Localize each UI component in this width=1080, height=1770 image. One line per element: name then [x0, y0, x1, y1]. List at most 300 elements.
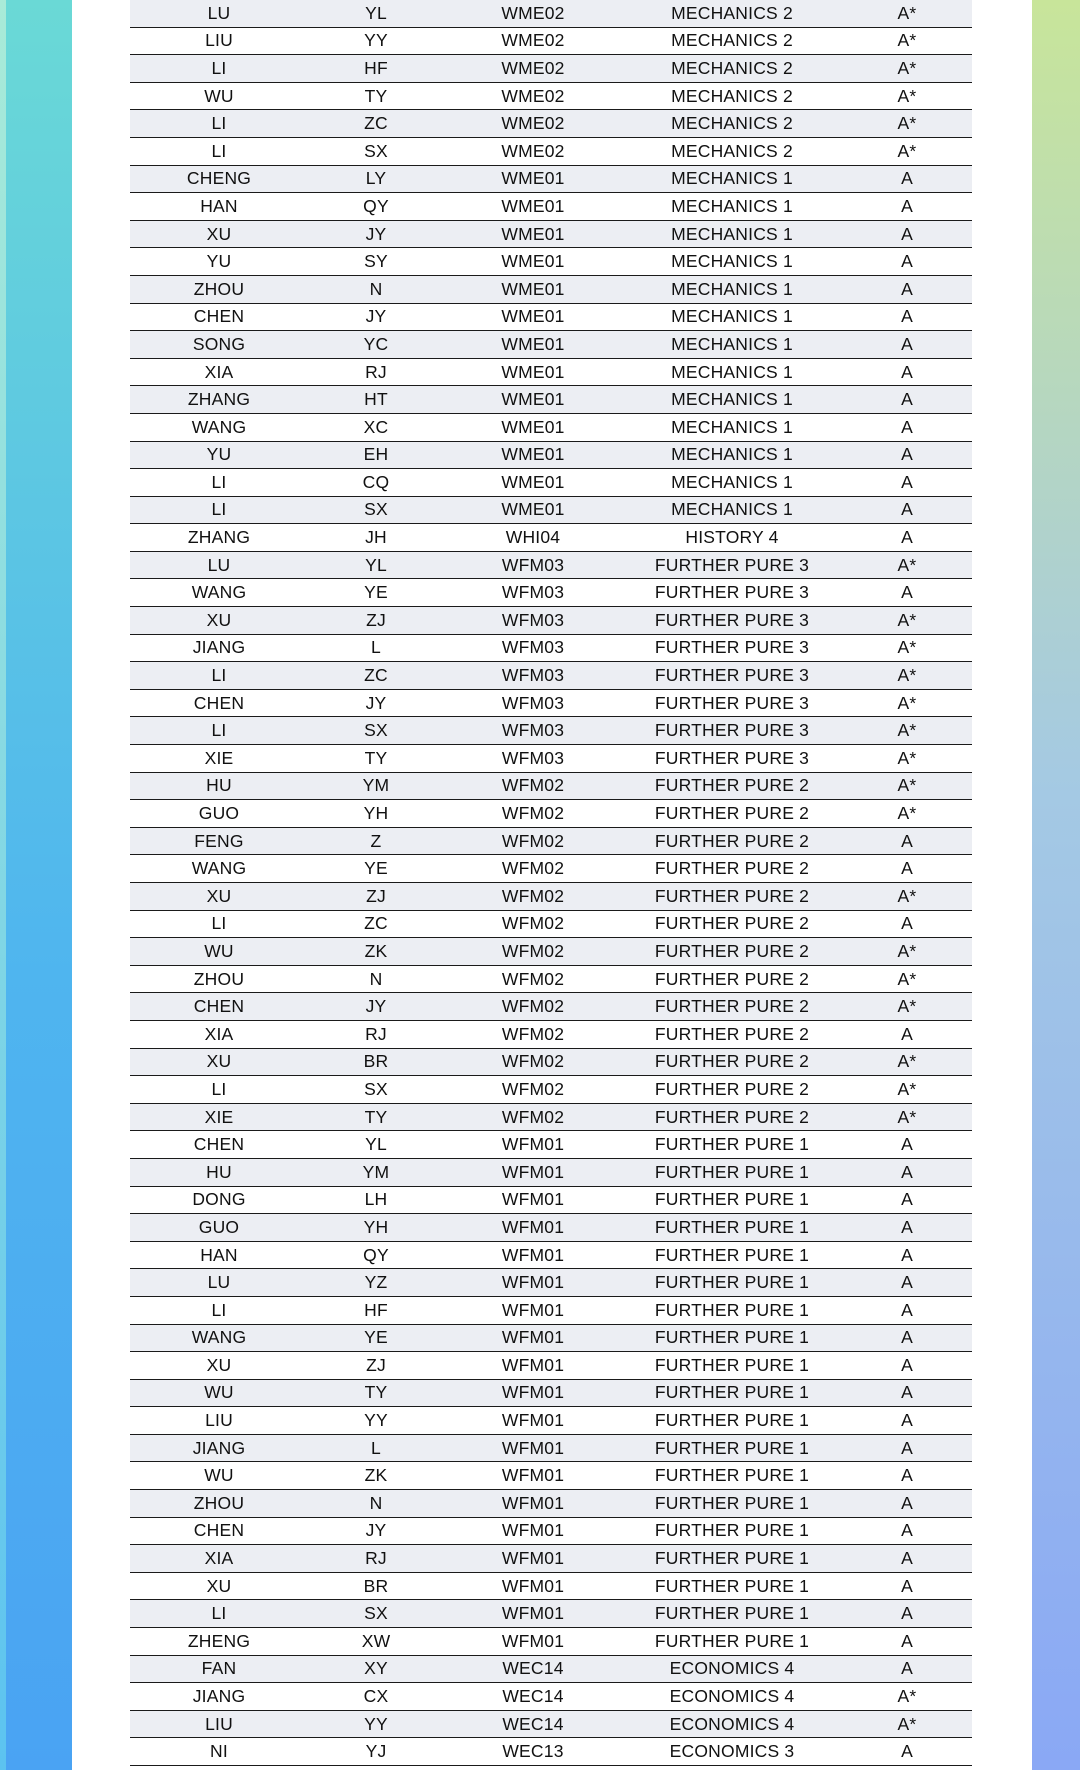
surname-cell: CHEN	[130, 689, 308, 717]
table-row	[130, 800, 972, 828]
table-row	[130, 1352, 972, 1380]
table-row	[130, 1214, 972, 1242]
unit-code-cell: WFM01	[444, 1572, 622, 1600]
initials-cell: YM	[308, 772, 444, 800]
surname-cell: WU	[130, 938, 308, 966]
surname-cell: YU	[130, 441, 308, 469]
table-row	[130, 469, 972, 497]
grade-cell: A*	[842, 634, 972, 662]
grade-cell: A*	[842, 1683, 972, 1711]
unit-code-cell: WME01	[444, 275, 622, 303]
initials-cell: YY	[308, 27, 444, 55]
unit-title-cell: MECHANICS 2	[622, 27, 842, 55]
unit-title-cell: FURTHER PURE 1	[622, 1352, 842, 1380]
unit-code-cell: WFM01	[444, 1186, 622, 1214]
surname-cell: LU	[130, 0, 308, 27]
unit-code-cell: WFM02	[444, 993, 622, 1021]
grade-cell: A	[842, 1600, 972, 1628]
grade-cell: A*	[842, 607, 972, 635]
unit-title-cell: MECHANICS 2	[622, 137, 842, 165]
surname-cell: LI	[130, 662, 308, 690]
surname-cell: WANG	[130, 579, 308, 607]
grade-cell: A*	[842, 1076, 972, 1104]
initials-cell: TY	[308, 1103, 444, 1131]
unit-title-cell: FURTHER PURE 1	[622, 1462, 842, 1490]
surname-cell: ZHANG	[130, 386, 308, 414]
table-row	[130, 1655, 972, 1683]
table-row	[130, 496, 972, 524]
table-row	[130, 993, 972, 1021]
initials-cell: YL	[308, 1131, 444, 1159]
table-row	[130, 717, 972, 745]
unit-code-cell: WME01	[444, 358, 622, 386]
unit-title-cell: MECHANICS 2	[622, 110, 842, 138]
grade-cell: A	[842, 1379, 972, 1407]
initials-cell: YJ	[308, 1738, 444, 1766]
initials-cell: ZK	[308, 1462, 444, 1490]
unit-code-cell: WFM01	[444, 1269, 622, 1297]
unit-code-cell: WFM02	[444, 827, 622, 855]
initials-cell: JY	[308, 1517, 444, 1545]
surname-cell: WANG	[130, 855, 308, 883]
grade-cell: A	[842, 275, 972, 303]
grade-cell: A	[842, 1020, 972, 1048]
surname-cell: WU	[130, 82, 308, 110]
unit-title-cell: FURTHER PURE 3	[622, 579, 842, 607]
unit-code-cell: WFM03	[444, 634, 622, 662]
initials-cell: RJ	[308, 358, 444, 386]
table-row	[130, 358, 972, 386]
unit-title-cell: FURTHER PURE 1	[622, 1600, 842, 1628]
surname-cell: XU	[130, 1352, 308, 1380]
surname-cell: CHEN	[130, 993, 308, 1021]
initials-cell: YE	[308, 1324, 444, 1352]
initials-cell: YZ	[308, 1269, 444, 1297]
unit-title-cell: FURTHER PURE 1	[622, 1214, 842, 1242]
unit-title-cell: FURTHER PURE 1	[622, 1628, 842, 1656]
surname-cell: CHENG	[130, 165, 308, 193]
grade-cell: A*	[842, 1048, 972, 1076]
unit-code-cell: WME01	[444, 220, 622, 248]
surname-cell: XIA	[130, 1545, 308, 1573]
table-row	[130, 524, 972, 552]
table-row	[130, 689, 972, 717]
grade-cell: A	[842, 165, 972, 193]
table-row	[130, 1683, 972, 1711]
unit-code-cell: WME02	[444, 55, 622, 83]
grade-cell: A	[842, 1462, 972, 1490]
grade-cell: A*	[842, 717, 972, 745]
unit-code-cell: WFM02	[444, 855, 622, 883]
table-row	[130, 193, 972, 221]
surname-cell: LI	[130, 910, 308, 938]
table-row	[130, 1020, 972, 1048]
background-left-edge	[0, 0, 6, 1770]
unit-code-cell: WEC14	[444, 1683, 622, 1711]
results-page	[72, 0, 1032, 1770]
unit-title-cell: MECHANICS 1	[622, 469, 842, 497]
grade-cell: A	[842, 386, 972, 414]
unit-title-cell: FURTHER PURE 2	[622, 1048, 842, 1076]
grade-cell: A	[842, 1214, 972, 1242]
grade-cell: A	[842, 1296, 972, 1324]
surname-cell: HAN	[130, 193, 308, 221]
table-row	[130, 1490, 972, 1518]
unit-code-cell: WEC14	[444, 1710, 622, 1738]
unit-code-cell: WFM02	[444, 1103, 622, 1131]
unit-title-cell: MECHANICS 1	[622, 165, 842, 193]
unit-title-cell: FURTHER PURE 2	[622, 1103, 842, 1131]
grade-cell: A	[842, 1158, 972, 1186]
table-row	[130, 1738, 972, 1766]
grade-cell: A	[842, 524, 972, 552]
initials-cell: YC	[308, 331, 444, 359]
initials-cell: TY	[308, 745, 444, 773]
unit-title-cell: MECHANICS 1	[622, 193, 842, 221]
grade-cell: A	[842, 1352, 972, 1380]
unit-code-cell: WFM01	[444, 1490, 622, 1518]
initials-cell: SX	[308, 1076, 444, 1104]
initials-cell: ZJ	[308, 883, 444, 911]
unit-title-cell: MECHANICS 2	[622, 0, 842, 27]
surname-cell: LI	[130, 137, 308, 165]
unit-title-cell: ECONOMICS 4	[622, 1655, 842, 1683]
surname-cell: WU	[130, 1379, 308, 1407]
surname-cell: LI	[130, 110, 308, 138]
table-row	[130, 1296, 972, 1324]
unit-code-cell: WFM01	[444, 1545, 622, 1573]
unit-code-cell: WFM02	[444, 1048, 622, 1076]
unit-code-cell: WFM02	[444, 1076, 622, 1104]
unit-title-cell: FURTHER PURE 3	[622, 689, 842, 717]
grade-cell: A*	[842, 82, 972, 110]
unit-code-cell: WME02	[444, 110, 622, 138]
initials-cell: N	[308, 275, 444, 303]
surname-cell: LI	[130, 1296, 308, 1324]
unit-title-cell: ECONOMICS 3	[622, 1738, 842, 1766]
table-row	[130, 551, 972, 579]
grade-cell: A*	[842, 1103, 972, 1131]
table-row	[130, 0, 972, 27]
initials-cell: QY	[308, 1241, 444, 1269]
unit-code-cell: WFM01	[444, 1628, 622, 1656]
initials-cell: YE	[308, 855, 444, 883]
unit-title-cell: MECHANICS 1	[622, 275, 842, 303]
table-row	[130, 1379, 972, 1407]
initials-cell: JY	[308, 689, 444, 717]
unit-title-cell: FURTHER PURE 3	[622, 717, 842, 745]
unit-title-cell: FURTHER PURE 2	[622, 965, 842, 993]
unit-title-cell: FURTHER PURE 1	[622, 1186, 842, 1214]
initials-cell: ZC	[308, 662, 444, 690]
unit-code-cell: WFM02	[444, 965, 622, 993]
table-row	[130, 248, 972, 276]
unit-code-cell: WFM03	[444, 745, 622, 773]
table-row	[130, 883, 972, 911]
unit-code-cell: WFM01	[444, 1214, 622, 1242]
surname-cell: FAN	[130, 1655, 308, 1683]
grade-cell: A	[842, 1545, 972, 1573]
unit-code-cell: WME01	[444, 496, 622, 524]
grade-cell: A	[842, 1490, 972, 1518]
initials-cell: LH	[308, 1186, 444, 1214]
unit-title-cell: FURTHER PURE 3	[622, 607, 842, 635]
results-table-body	[130, 0, 972, 1766]
grade-cell: A*	[842, 745, 972, 773]
unit-code-cell: WME02	[444, 0, 622, 27]
table-row	[130, 165, 972, 193]
surname-cell: FENG	[130, 827, 308, 855]
grade-cell: A*	[842, 800, 972, 828]
unit-code-cell: WME02	[444, 82, 622, 110]
initials-cell: CQ	[308, 469, 444, 497]
surname-cell: XIE	[130, 745, 308, 773]
unit-code-cell: WFM03	[444, 662, 622, 690]
surname-cell: CHEN	[130, 1131, 308, 1159]
initials-cell: ZJ	[308, 607, 444, 635]
table-row	[130, 1517, 972, 1545]
grade-cell: A	[842, 1186, 972, 1214]
initials-cell: QY	[308, 193, 444, 221]
table-row	[130, 386, 972, 414]
initials-cell: YH	[308, 1214, 444, 1242]
grade-cell: A	[842, 1655, 972, 1683]
initials-cell: YE	[308, 579, 444, 607]
initials-cell: BR	[308, 1048, 444, 1076]
initials-cell: L	[308, 634, 444, 662]
surname-cell: WANG	[130, 413, 308, 441]
unit-title-cell: MECHANICS 1	[622, 358, 842, 386]
table-row	[130, 331, 972, 359]
surname-cell: XU	[130, 1048, 308, 1076]
grade-cell: A	[842, 303, 972, 331]
initials-cell: BR	[308, 1572, 444, 1600]
surname-cell: JIANG	[130, 1434, 308, 1462]
table-row	[130, 1628, 972, 1656]
grade-cell: A	[842, 1628, 972, 1656]
unit-title-cell: FURTHER PURE 2	[622, 883, 842, 911]
table-row	[130, 82, 972, 110]
table-row	[130, 662, 972, 690]
unit-code-cell: WME01	[444, 331, 622, 359]
unit-code-cell: WME01	[444, 248, 622, 276]
initials-cell: SX	[308, 496, 444, 524]
surname-cell: ZHOU	[130, 275, 308, 303]
unit-code-cell: WFM01	[444, 1158, 622, 1186]
grade-cell: A	[842, 855, 972, 883]
grade-cell: A*	[842, 965, 972, 993]
surname-cell: DONG	[130, 1186, 308, 1214]
grade-cell: A	[842, 496, 972, 524]
grade-cell: A*	[842, 938, 972, 966]
table-row	[130, 110, 972, 138]
table-row	[130, 1186, 972, 1214]
unit-code-cell: WME02	[444, 27, 622, 55]
table-row	[130, 1103, 972, 1131]
grade-cell: A*	[842, 993, 972, 1021]
surname-cell: JIANG	[130, 1683, 308, 1711]
initials-cell: N	[308, 1490, 444, 1518]
grade-cell: A	[842, 469, 972, 497]
table-row	[130, 634, 972, 662]
unit-title-cell: FURTHER PURE 2	[622, 772, 842, 800]
unit-title-cell: ECONOMICS 4	[622, 1710, 842, 1738]
unit-title-cell: FURTHER PURE 1	[622, 1379, 842, 1407]
grade-cell: A	[842, 1517, 972, 1545]
unit-code-cell: WFM01	[444, 1434, 622, 1462]
grade-cell: A*	[842, 772, 972, 800]
initials-cell: YH	[308, 800, 444, 828]
unit-code-cell: WFM02	[444, 800, 622, 828]
unit-title-cell: FURTHER PURE 1	[622, 1407, 842, 1435]
grade-cell: A	[842, 579, 972, 607]
surname-cell: CHEN	[130, 303, 308, 331]
unit-title-cell: FURTHER PURE 2	[622, 800, 842, 828]
grade-cell: A*	[842, 883, 972, 911]
table-row	[130, 1407, 972, 1435]
table-row	[130, 1710, 972, 1738]
unit-title-cell: FURTHER PURE 1	[622, 1490, 842, 1518]
surname-cell: ZHENG	[130, 1628, 308, 1656]
unit-title-cell: HISTORY 4	[622, 524, 842, 552]
table-row	[130, 1462, 972, 1490]
initials-cell: XY	[308, 1655, 444, 1683]
surname-cell: LIU	[130, 1407, 308, 1435]
surname-cell: WANG	[130, 1324, 308, 1352]
grade-cell: A*	[842, 551, 972, 579]
table-row	[130, 27, 972, 55]
table-row	[130, 303, 972, 331]
grade-cell: A	[842, 1324, 972, 1352]
grade-cell: A	[842, 248, 972, 276]
unit-title-cell: FURTHER PURE 1	[622, 1572, 842, 1600]
initials-cell: ZK	[308, 938, 444, 966]
unit-code-cell: WME01	[444, 303, 622, 331]
table-row	[130, 1131, 972, 1159]
unit-code-cell: WME01	[444, 386, 622, 414]
unit-title-cell: FURTHER PURE 1	[622, 1324, 842, 1352]
grade-cell: A*	[842, 137, 972, 165]
initials-cell: JY	[308, 220, 444, 248]
table-row	[130, 441, 972, 469]
table-row	[130, 772, 972, 800]
table-row	[130, 827, 972, 855]
unit-code-cell: WFM01	[444, 1462, 622, 1490]
unit-title-cell: MECHANICS 1	[622, 303, 842, 331]
surname-cell: LI	[130, 469, 308, 497]
unit-title-cell: FURTHER PURE 1	[622, 1269, 842, 1297]
initials-cell: LY	[308, 165, 444, 193]
unit-title-cell: FURTHER PURE 2	[622, 910, 842, 938]
surname-cell: CHEN	[130, 1517, 308, 1545]
initials-cell: ZC	[308, 910, 444, 938]
surname-cell: XU	[130, 220, 308, 248]
initials-cell: RJ	[308, 1545, 444, 1573]
unit-title-cell: ECONOMICS 4	[622, 1683, 842, 1711]
initials-cell: HT	[308, 386, 444, 414]
surname-cell: LI	[130, 1076, 308, 1104]
unit-code-cell: WME02	[444, 137, 622, 165]
initials-cell: HF	[308, 55, 444, 83]
initials-cell: XC	[308, 413, 444, 441]
table-row	[130, 1600, 972, 1628]
unit-code-cell: WFM03	[444, 579, 622, 607]
unit-code-cell: WFM03	[444, 551, 622, 579]
surname-cell: HU	[130, 772, 308, 800]
surname-cell: HAN	[130, 1241, 308, 1269]
grade-cell: A	[842, 1131, 972, 1159]
grade-cell: A*	[842, 27, 972, 55]
grade-cell: A*	[842, 0, 972, 27]
unit-title-cell: MECHANICS 1	[622, 248, 842, 276]
unit-title-cell: MECHANICS 1	[622, 441, 842, 469]
grade-cell: A*	[842, 662, 972, 690]
unit-code-cell: WFM02	[444, 883, 622, 911]
unit-code-cell: WFM01	[444, 1324, 622, 1352]
grade-cell: A	[842, 331, 972, 359]
unit-code-cell: WEC14	[444, 1655, 622, 1683]
surname-cell: GUO	[130, 1214, 308, 1242]
unit-title-cell: FURTHER PURE 1	[622, 1158, 842, 1186]
unit-title-cell: MECHANICS 1	[622, 386, 842, 414]
unit-title-cell: FURTHER PURE 3	[622, 745, 842, 773]
grade-cell: A	[842, 1407, 972, 1435]
grade-cell: A	[842, 413, 972, 441]
unit-code-cell: WFM03	[444, 689, 622, 717]
initials-cell: SX	[308, 717, 444, 745]
surname-cell: XIA	[130, 358, 308, 386]
unit-title-cell: MECHANICS 1	[622, 496, 842, 524]
grade-cell: A	[842, 1572, 972, 1600]
initials-cell: ZC	[308, 110, 444, 138]
surname-cell: LU	[130, 1269, 308, 1297]
unit-code-cell: WFM01	[444, 1296, 622, 1324]
initials-cell: TY	[308, 1379, 444, 1407]
initials-cell: YL	[308, 551, 444, 579]
table-row	[130, 220, 972, 248]
table-row	[130, 55, 972, 83]
unit-code-cell: WME01	[444, 441, 622, 469]
surname-cell: LI	[130, 496, 308, 524]
unit-code-cell: WME01	[444, 469, 622, 497]
table-row	[130, 745, 972, 773]
table-row	[130, 938, 972, 966]
unit-title-cell: MECHANICS 2	[622, 55, 842, 83]
surname-cell: LU	[130, 551, 308, 579]
table-row	[130, 1324, 972, 1352]
unit-code-cell: WME01	[444, 165, 622, 193]
unit-title-cell: FURTHER PURE 2	[622, 1020, 842, 1048]
table-row	[130, 1545, 972, 1573]
table-row	[130, 855, 972, 883]
unit-code-cell: WFM03	[444, 717, 622, 745]
unit-title-cell: FURTHER PURE 2	[622, 1076, 842, 1104]
grade-cell: A	[842, 1434, 972, 1462]
surname-cell: YU	[130, 248, 308, 276]
initials-cell: YL	[308, 0, 444, 27]
surname-cell: LIU	[130, 1710, 308, 1738]
surname-cell: XIA	[130, 1020, 308, 1048]
surname-cell: XU	[130, 607, 308, 635]
unit-title-cell: MECHANICS 1	[622, 413, 842, 441]
grade-cell: A*	[842, 689, 972, 717]
initials-cell: YY	[308, 1710, 444, 1738]
table-row	[130, 607, 972, 635]
surname-cell: SONG	[130, 331, 308, 359]
unit-code-cell: WFM01	[444, 1600, 622, 1628]
unit-title-cell: FURTHER PURE 1	[622, 1131, 842, 1159]
initials-cell: XW	[308, 1628, 444, 1656]
